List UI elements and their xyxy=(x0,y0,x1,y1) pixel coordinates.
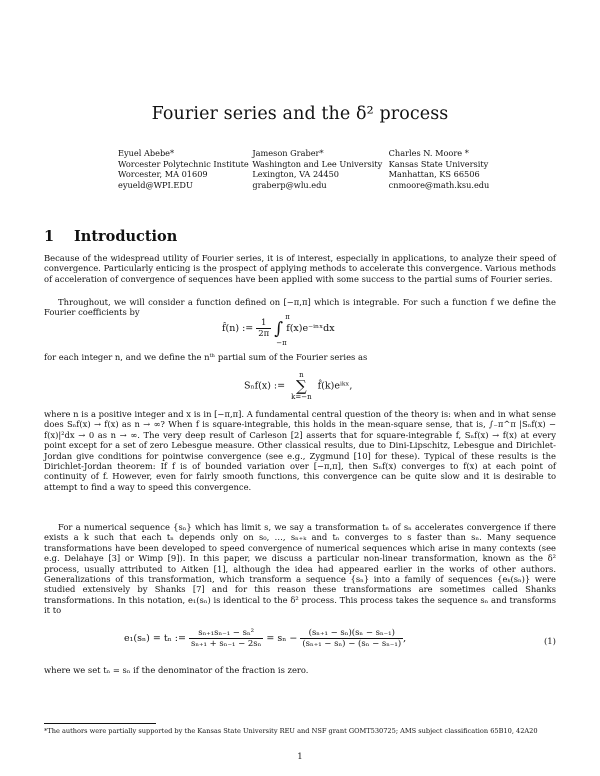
paragraph-text: For a numerical sequence {sₙ} which has limit s, we say a transformation tₙ of sₙ accelerates convergence if there exists a k such that each tₙ depends only on s₀, …, sₙ₊ₖ and tₙ converges to s faster than sₙ. Many sequence transformations have been developed to speed convergence of numerical sequences which arise in many contexts (see e.g. Delahaye [3] or Wimp [9]). In this paper, we discuss a particular non-linear transformation, known as the δ² process, usually attributed to Aitken [1], although the idea had appeared earlier in the works of other authors. Generalizations of this transformation, which transform a sequence {sₙ} into a family of sequences {eₖ(sₙ)} were studied extensively by Shanks [7] and for this reason these transformations are sometimes called Shanks transformations. In this notation, e₁(sₙ) is identical to the δ² process. This process takes the sequence sₙ and transforms it to xyxy=(44,522,556,616)
eq-lhs: Sₙf(x) := xyxy=(244,380,286,392)
integral-upper-limit: π xyxy=(285,312,290,321)
author-email: cnmoore@math.ksu.edu xyxy=(388,179,490,190)
author-address: Lexington, VA 24450 xyxy=(252,169,339,180)
paragraph-4 xyxy=(44,409,556,492)
sum-lower-limit: k=−n xyxy=(291,393,312,401)
author-address: Worcester, MA 01609 xyxy=(118,169,208,180)
fraction-denominator: 2π xyxy=(258,329,270,339)
eq-tail: , xyxy=(403,633,407,644)
equation-fourier-coefficients xyxy=(222,312,335,347)
sigma-symbol: ∑ xyxy=(296,377,307,395)
author-address: Manhattan, KS 66506 xyxy=(388,169,480,180)
author-email: eyueld@WPI.EDU xyxy=(118,179,193,190)
author-name: Eyuel Abebe* xyxy=(118,148,175,158)
fraction-numerator: sₙ₊₁sₙ₋₁ − sₙ² xyxy=(189,628,263,639)
paper-title: Fourier series and the δ² process xyxy=(151,104,449,124)
author-name: Jameson Graber* xyxy=(252,148,324,158)
paragraph-text: where n is a positive integer and x is in [−π,π]. A fundamental central question of the theory is: when and in what sense does Sₙf(x) → f(x) as n → ∞? When f is square-integrable, this holds in the mean-square sense, that is, ∫₋π^π |Sₙf(x) − f(x)|²dx → 0 as n → ∞. The very deep result of Carleson [2] asserts that for square-integrable f, Sₙf(x) → f(x) at every point except for a set of zero Lebesgue measure. Other classical results, due to Dini-Lipschitz, Lebesgue and Dirichlet-Jordan give conditions for pointwise convergence (see e.g., Zygmund [10] for these). Typical of these results is the Dirichlet-Jordan theorem: If f is of bounded variation over [−π,π], then Sₙf(x) converges to f(x) at each point of continuity of f. However, even for fairly smooth functions, this convergence can be quite slow and it is desirable to attempt to find a way to speed this convergence. xyxy=(44,409,556,492)
eq-lhs: f̂(n) := xyxy=(222,323,254,334)
author-1 xyxy=(118,148,252,190)
sum-upper-limit: n xyxy=(299,371,304,379)
paragraph-text: where we set tₙ = sₙ if the denominator of the fraction is zero. xyxy=(44,665,309,675)
eq-middle: = sₙ − xyxy=(266,633,298,644)
integral-sign: ∫ π −π xyxy=(274,312,290,347)
paragraph-3 xyxy=(44,352,556,362)
paragraph-6 xyxy=(44,665,556,675)
paragraph-5 xyxy=(44,522,556,616)
eq-lhs: e₁(sₙ) = tₙ := xyxy=(124,633,186,644)
author-affiliation: Washington and Lee University xyxy=(252,158,383,169)
paragraph-1 xyxy=(44,253,556,284)
author-affiliation: Worcester Polytechnic Institute xyxy=(118,158,249,169)
fraction-denominator: sₙ₊₁ + sₙ₋₁ − 2sₙ xyxy=(190,639,262,649)
author-2 xyxy=(252,148,388,190)
author-block xyxy=(118,148,528,190)
summation xyxy=(291,371,311,401)
eq-coefficient-fraction xyxy=(256,318,271,339)
section-number: 1 xyxy=(44,228,55,245)
eq-integrand: f(x)e⁻ⁱⁿˣdx xyxy=(286,323,335,334)
eq-fraction-1 xyxy=(189,628,263,649)
paragraph-text: for each integer n, and we define the nᵗʰ partial sum of the Fourier series as xyxy=(44,352,368,362)
section-title: Introduction xyxy=(74,228,178,245)
equation-delta-squared xyxy=(124,628,406,649)
author-email: graberp@wlu.edu xyxy=(252,179,327,190)
author-3 xyxy=(389,148,528,190)
section-heading xyxy=(44,228,177,245)
footnote: *The authors were partially supported by the Kansas State University REU and NSF grant GOMT530725; AMS subject classification 65B10, 42A20 xyxy=(44,727,538,735)
fraction-denominator: (sₙ₊₁ − sₙ) − (sₙ − sₙ₋₁) xyxy=(302,639,402,649)
author-name: Charles N. Moore * xyxy=(388,148,469,158)
fraction-numerator: 1 xyxy=(256,318,271,329)
footnote-rule xyxy=(44,723,156,724)
fraction-numerator: (sₙ₊₁ − sₙ)(sₙ − sₙ₋₁) xyxy=(300,628,403,639)
paragraph-text: Because of the widespread utility of Fourier series, it is of interest, especially in applications, to analyze their speed of convergence. Particularly enticing is the prospect of applying methods to accelerate this convergence. Various methods of acceleration of convergence of sequences have been applied with some success to the partial sums of Fourier series. xyxy=(44,253,556,284)
eq-fraction-2 xyxy=(300,628,403,649)
equation-number: (1) xyxy=(543,637,556,647)
page-number: 1 xyxy=(297,752,303,762)
paragraph-text: Throughout, we will consider a function defined on [−π,π] which is integrable. For such a function f we define the Fourier coefficients by xyxy=(44,297,556,318)
eq-term: f̂(k)eⁱᵏˣ, xyxy=(317,380,353,392)
integral-lower-limit: −π xyxy=(276,338,287,347)
equation-partial-sum xyxy=(244,371,352,401)
author-affiliation: Kansas State University xyxy=(388,158,489,169)
paragraph-2 xyxy=(44,297,556,318)
